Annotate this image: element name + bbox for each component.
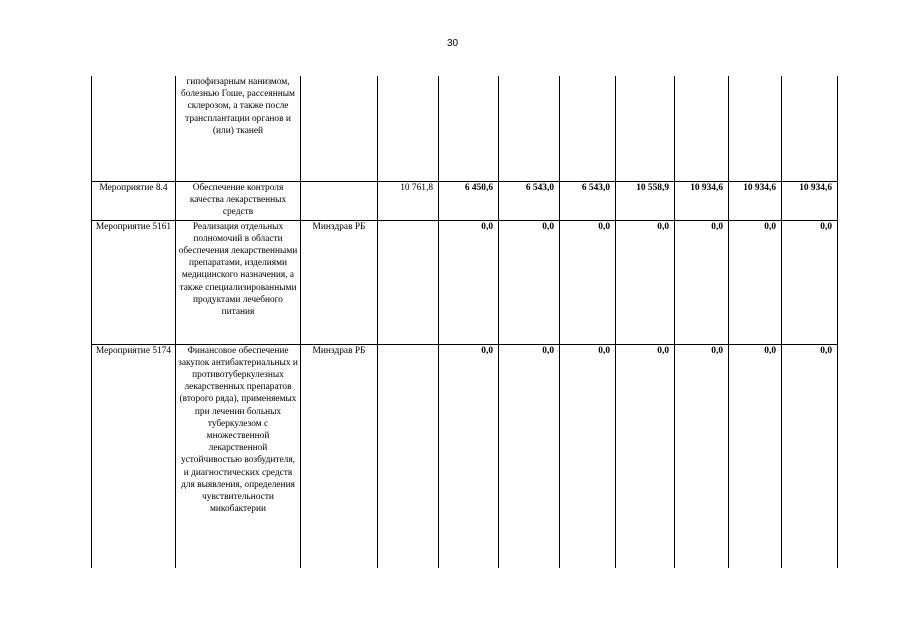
value-cell: 0,0 — [616, 344, 675, 568]
value-cell: 0,0 — [439, 220, 499, 344]
value-cell: 10 934,6 — [782, 181, 838, 220]
value-cell: 0,0 — [499, 344, 560, 568]
value-cell: 0,0 — [560, 220, 616, 344]
value-cell: 0,0 — [782, 220, 838, 344]
value-cell: 0,0 — [675, 344, 729, 568]
code-cell: Мероприятие 5174 — [92, 344, 176, 568]
page-number: 30 — [446, 38, 459, 49]
description-cell: Финансовое обеспечение закупок антибактериальных и противотуберкулезных лекарственных препаратов (второго ряда), применяемых при лечении больных туберкулезом с множественной лекарственной устойчивостью возбудителя, и диагностических средств для выявления, определения чувствительности микобактерии — [176, 344, 301, 568]
value-cell: 10 558,9 — [616, 181, 675, 220]
value-cell: 10 934,6 — [729, 181, 782, 220]
value-cell: 10 761,8 — [378, 181, 439, 220]
value-cell: 0,0 — [616, 220, 675, 344]
executor-cell: Минздрав РБ — [301, 344, 378, 568]
table-row — [92, 344, 838, 568]
value-cell: 6 543,0 — [560, 181, 616, 220]
value-cell — [378, 220, 439, 344]
code-cell: Мероприятие 8.4 — [92, 181, 176, 220]
description-cell: Обеспечение контроля качества лекарственных средств — [176, 181, 301, 220]
value-cell: 0,0 — [499, 220, 560, 344]
executor-cell: Минздрав РБ — [301, 220, 378, 344]
executor-cell — [301, 181, 378, 220]
value-cell: 0,0 — [675, 220, 729, 344]
value-cell: 0,0 — [729, 220, 782, 344]
value-cell: 0,0 — [729, 344, 782, 568]
table-row — [92, 76, 838, 181]
description-cell: Реализация отдельных полномочий в области обеспечения лекарственными препаратами, изделиями медицинского назначения, а также специализированными продуктами лечебного питания — [176, 220, 301, 344]
code-cell — [92, 76, 176, 181]
value-cell: 6 543,0 — [499, 181, 560, 220]
table-row — [92, 220, 838, 344]
budget-table — [91, 76, 838, 568]
value-cell — [378, 344, 439, 568]
code-cell: Мероприятие 5161 — [92, 220, 176, 344]
value-cell: 0,0 — [782, 344, 838, 568]
value-cell: 10 934,6 — [675, 181, 729, 220]
value-cell: 6 450,6 — [439, 181, 499, 220]
description-cell: гипофизарным нанизмом, болезнью Гоше, рассеянным склерозом, а также после трансплантации органов и (или) тканей — [176, 76, 301, 181]
table-row — [92, 181, 838, 220]
value-cell: 0,0 — [439, 344, 499, 568]
value-cell: 0,0 — [560, 344, 616, 568]
